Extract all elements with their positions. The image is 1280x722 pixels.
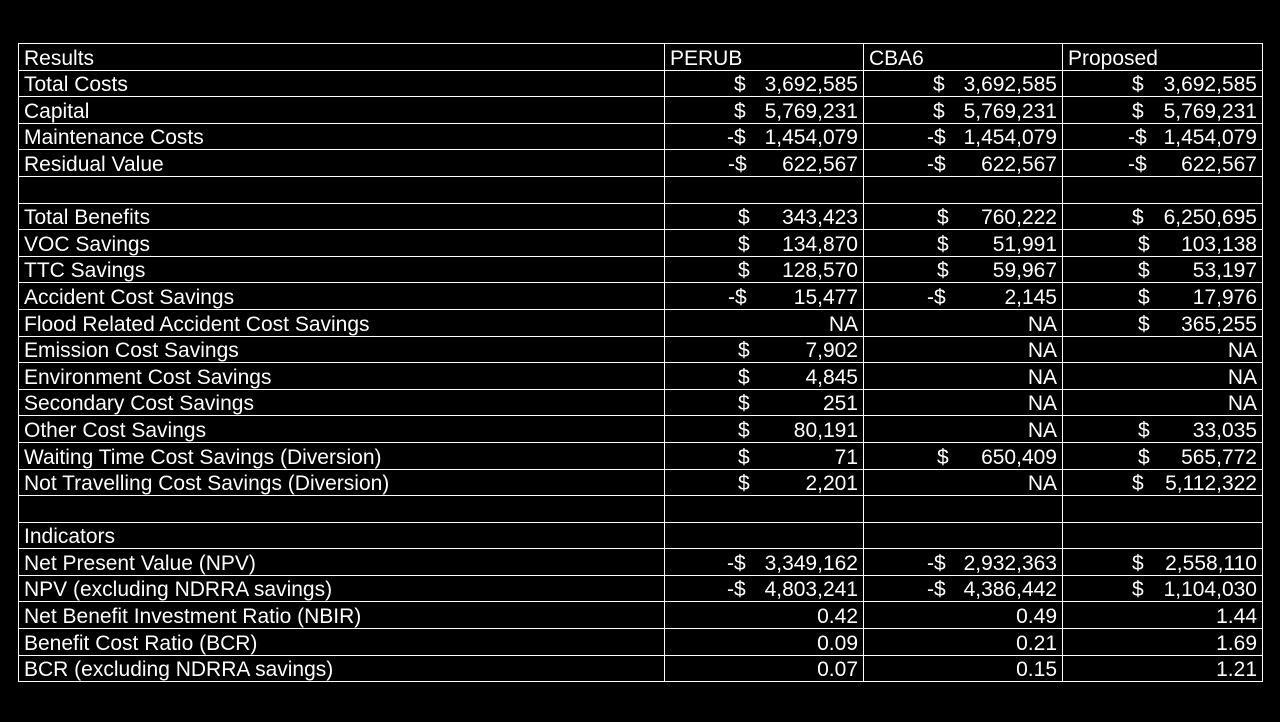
value-wrapper (1068, 553, 1257, 575)
value-wrapper (670, 314, 858, 336)
value-cell (665, 389, 864, 416)
value-cell (1063, 336, 1263, 363)
numeric-value: 7,902 (805, 339, 858, 363)
value-cell (665, 469, 864, 496)
numeric-value: 33,035 (1192, 418, 1257, 442)
numeric-value: 1,454,079 (963, 126, 1057, 150)
currency-symbol: $ (738, 472, 750, 496)
currency-symbol: $ (1138, 312, 1150, 336)
table-row (19, 203, 1263, 230)
value-cell (1063, 549, 1263, 576)
value-cell (864, 629, 1063, 656)
value-wrapper (1068, 260, 1257, 282)
currency-symbol: $ (1138, 259, 1150, 283)
numeric-value: 343,423 (782, 206, 858, 230)
currency-symbol: $ (738, 232, 750, 256)
value-cell (864, 123, 1063, 150)
value-cell (1063, 496, 1263, 523)
numeric-value: NA (1027, 365, 1057, 389)
value-cell (864, 203, 1063, 230)
value-cell (864, 176, 1063, 203)
currency-symbol: -$ (927, 551, 946, 575)
currency-symbol: $ (937, 206, 949, 230)
currency-symbol: $ (738, 392, 750, 416)
numeric-value: 5,769,231 (963, 99, 1057, 123)
numeric-value: 0.07 (817, 658, 858, 682)
value-wrapper (670, 579, 858, 601)
numeric-value: 17,976 (1192, 285, 1257, 309)
numeric-value: NA (828, 312, 858, 336)
value-cell (665, 256, 864, 283)
numeric-value: 3,349,162 (764, 551, 858, 575)
table-row (19, 549, 1263, 576)
numeric-value: 0.09 (817, 631, 858, 655)
value-cell (864, 416, 1063, 443)
value-cell (665, 549, 864, 576)
value-cell (1063, 203, 1263, 230)
value-wrapper (670, 633, 858, 655)
numeric-value: 0.49 (1016, 605, 1057, 629)
currency-symbol: $ (738, 445, 750, 469)
value-cell (665, 416, 864, 443)
table-row (19, 150, 1263, 177)
numeric-value: 6,250,695 (1163, 206, 1257, 230)
currency-symbol: -$ (727, 578, 746, 602)
numeric-value: 3,692,585 (1163, 73, 1257, 97)
value-cell (1063, 97, 1263, 124)
row-label: Benefit Cost Ratio (BCR) (19, 629, 665, 656)
numeric-value: 1.44 (1216, 605, 1257, 629)
table-row (19, 230, 1263, 257)
value-wrapper (1068, 606, 1257, 628)
value-wrapper (1068, 473, 1257, 495)
value-cell (665, 309, 864, 336)
value-wrapper (670, 659, 858, 681)
row-label: Emission Cost Savings (19, 336, 665, 363)
numeric-value: 251 (822, 392, 858, 416)
row-label (19, 496, 665, 523)
currency-symbol: -$ (727, 126, 746, 150)
table-row (19, 97, 1263, 124)
value-cell (1063, 442, 1263, 469)
value-cell (864, 363, 1063, 390)
row-label: Environment Cost Savings (19, 363, 665, 390)
table-row (19, 575, 1263, 602)
numeric-value: 2,201 (805, 472, 858, 496)
value-wrapper (670, 207, 858, 229)
value-cell (864, 469, 1063, 496)
numeric-value: 3,692,585 (963, 73, 1057, 97)
value-wrapper (670, 553, 858, 575)
value-wrapper (1068, 367, 1257, 389)
table-row (19, 655, 1263, 682)
numeric-value: 1,104,030 (1163, 578, 1257, 602)
numeric-value: 59,967 (992, 259, 1057, 283)
value-wrapper (869, 340, 1057, 362)
row-label (19, 176, 665, 203)
numeric-value: 0.15 (1016, 658, 1057, 682)
numeric-value: 4,803,241 (764, 578, 858, 602)
value-wrapper (670, 234, 858, 256)
table-row (19, 336, 1263, 363)
value-cell (1063, 389, 1263, 416)
value-cell (1063, 575, 1263, 602)
value-wrapper (869, 314, 1057, 336)
value-wrapper (670, 420, 858, 442)
numeric-value: 2,558,110 (1165, 551, 1257, 575)
currency-symbol: -$ (927, 285, 946, 309)
value-wrapper (869, 553, 1057, 575)
value-wrapper (1068, 393, 1257, 415)
table-row (19, 602, 1263, 629)
numeric-value: NA (1227, 365, 1257, 389)
row-label: Indicators (19, 522, 665, 549)
numeric-value: 134,870 (782, 232, 858, 256)
row-label: VOC Savings (19, 230, 665, 257)
value-cell (1063, 602, 1263, 629)
numeric-value: NA (1027, 472, 1057, 496)
numeric-value: 51,991 (992, 232, 1057, 256)
row-label: Secondary Cost Savings (19, 389, 665, 416)
currency-symbol: $ (1138, 418, 1150, 442)
value-wrapper (670, 287, 858, 309)
numeric-value: 4,845 (805, 365, 858, 389)
table-row (19, 70, 1263, 97)
table-row (19, 123, 1263, 150)
numeric-value: 5,112,322 (1165, 472, 1257, 496)
currency-symbol: -$ (927, 578, 946, 602)
currency-symbol: $ (1132, 472, 1144, 496)
currency-symbol: $ (937, 232, 949, 256)
value-wrapper (869, 260, 1057, 282)
numeric-value: 5,769,231 (1163, 99, 1257, 123)
numeric-value: 1,454,079 (1163, 126, 1257, 150)
numeric-value: 1.21 (1216, 658, 1257, 682)
value-wrapper (1068, 101, 1257, 123)
row-label: NPV (excluding NDRRA savings) (19, 575, 665, 602)
value-cell (864, 442, 1063, 469)
value-wrapper (670, 447, 858, 469)
currency-symbol: $ (1132, 551, 1144, 575)
currency-symbol: $ (1138, 232, 1150, 256)
row-label: Accident Cost Savings (19, 283, 665, 310)
value-wrapper (869, 287, 1057, 309)
numeric-value: NA (1027, 418, 1057, 442)
table-row (19, 416, 1263, 443)
value-wrapper (1068, 579, 1257, 601)
currency-symbol: $ (738, 418, 750, 442)
value-cell (864, 256, 1063, 283)
value-cell (665, 97, 864, 124)
value-wrapper (1068, 340, 1257, 362)
header-proposed: Proposed (1063, 44, 1263, 71)
currency-symbol: $ (937, 445, 949, 469)
value-cell (665, 442, 864, 469)
value-wrapper (1068, 127, 1257, 149)
value-wrapper (670, 606, 858, 628)
value-cell (864, 150, 1063, 177)
currency-symbol: $ (734, 99, 746, 123)
value-cell (1063, 283, 1263, 310)
value-cell (1063, 150, 1263, 177)
currency-symbol: -$ (728, 152, 747, 176)
value-wrapper (869, 234, 1057, 256)
row-label: BCR (excluding NDRRA savings) (19, 655, 665, 682)
value-cell (864, 309, 1063, 336)
value-cell (665, 230, 864, 257)
numeric-value: 650,409 (981, 445, 1057, 469)
numeric-value: 4,386,442 (963, 578, 1057, 602)
value-cell (1063, 230, 1263, 257)
row-label: Waiting Time Cost Savings (Diversion) (19, 442, 665, 469)
currency-symbol: $ (933, 73, 945, 97)
header-results: Results (19, 44, 665, 71)
numeric-value: 622,567 (981, 152, 1057, 176)
row-label: Total Costs (19, 70, 665, 97)
numeric-value: 3,692,585 (764, 73, 858, 97)
value-cell (864, 522, 1063, 549)
value-cell (1063, 629, 1263, 656)
value-wrapper (869, 447, 1057, 469)
value-cell (665, 363, 864, 390)
table-row (19, 522, 1263, 549)
value-cell (665, 150, 864, 177)
numeric-value: 128,570 (782, 259, 858, 283)
table-row (19, 442, 1263, 469)
value-cell (864, 70, 1063, 97)
value-cell (665, 70, 864, 97)
value-wrapper (869, 420, 1057, 442)
currency-symbol: $ (738, 259, 750, 283)
value-cell (864, 655, 1063, 682)
value-cell (1063, 363, 1263, 390)
row-label: Net Benefit Investment Ratio (NBIR) (19, 602, 665, 629)
value-wrapper (1068, 659, 1257, 681)
numeric-value: 1,454,079 (764, 126, 858, 150)
table-row (19, 389, 1263, 416)
value-cell (864, 575, 1063, 602)
currency-symbol: $ (738, 339, 750, 363)
value-cell (1063, 309, 1263, 336)
numeric-value: 80,191 (793, 418, 858, 442)
numeric-value: 1.69 (1216, 631, 1257, 655)
numeric-value: 565,772 (1181, 445, 1257, 469)
value-wrapper (869, 393, 1057, 415)
numeric-value: NA (1227, 392, 1257, 416)
value-wrapper (1068, 154, 1257, 176)
value-wrapper (1068, 420, 1257, 442)
numeric-value: 53,197 (1192, 259, 1257, 283)
value-wrapper (869, 74, 1057, 96)
value-cell (665, 575, 864, 602)
currency-symbol: -$ (727, 551, 746, 575)
value-cell (1063, 469, 1263, 496)
row-label: Maintenance Costs (19, 123, 665, 150)
row-label: Other Cost Savings (19, 416, 665, 443)
value-cell (1063, 256, 1263, 283)
value-cell (665, 336, 864, 363)
row-label: TTC Savings (19, 256, 665, 283)
value-wrapper (869, 473, 1057, 495)
value-wrapper (869, 207, 1057, 229)
numeric-value: 2,145 (1004, 285, 1057, 309)
value-cell (864, 336, 1063, 363)
value-wrapper (1068, 234, 1257, 256)
value-cell (665, 123, 864, 150)
table-row (19, 309, 1263, 336)
currency-symbol: $ (738, 206, 750, 230)
row-label: Flood Related Accident Cost Savings (19, 309, 665, 336)
currency-symbol: -$ (728, 285, 747, 309)
value-wrapper (670, 473, 858, 495)
value-wrapper (869, 154, 1057, 176)
currency-symbol: $ (933, 99, 945, 123)
value-wrapper (869, 659, 1057, 681)
value-cell (665, 655, 864, 682)
value-wrapper (1068, 74, 1257, 96)
value-cell (864, 549, 1063, 576)
table-row (19, 469, 1263, 496)
numeric-value: 103,138 (1181, 232, 1257, 256)
numeric-value: 71 (834, 445, 858, 469)
numeric-value: 15,477 (793, 285, 858, 309)
value-cell (665, 602, 864, 629)
value-wrapper (869, 101, 1057, 123)
value-cell (665, 176, 864, 203)
value-cell (665, 522, 864, 549)
currency-symbol: $ (1132, 206, 1144, 230)
numeric-value: 5,769,231 (764, 99, 858, 123)
currency-symbol: $ (1138, 445, 1150, 469)
table-row (19, 283, 1263, 310)
table-row (19, 176, 1263, 203)
value-cell (864, 97, 1063, 124)
row-label: Net Present Value (NPV) (19, 549, 665, 576)
numeric-value: NA (1027, 392, 1057, 416)
numeric-value: 0.21 (1016, 631, 1057, 655)
value-wrapper (670, 154, 858, 176)
table-row (19, 256, 1263, 283)
numeric-value: NA (1227, 339, 1257, 363)
value-cell (665, 496, 864, 523)
currency-symbol: $ (1132, 73, 1144, 97)
value-cell (1063, 655, 1263, 682)
value-wrapper (1068, 447, 1257, 469)
value-wrapper (670, 393, 858, 415)
numeric-value: 622,567 (1181, 152, 1257, 176)
value-wrapper (869, 633, 1057, 655)
value-wrapper (1068, 633, 1257, 655)
currency-symbol: $ (738, 365, 750, 389)
currency-symbol: -$ (1128, 126, 1147, 150)
value-cell (1063, 416, 1263, 443)
row-label: Not Travelling Cost Savings (Diversion) (19, 469, 665, 496)
value-cell (864, 602, 1063, 629)
value-wrapper (1068, 287, 1257, 309)
currency-symbol: -$ (927, 152, 946, 176)
value-cell (864, 283, 1063, 310)
value-wrapper (1068, 314, 1257, 336)
numeric-value: 0.42 (817, 605, 858, 629)
value-wrapper (869, 579, 1057, 601)
currency-symbol: -$ (927, 126, 946, 150)
value-wrapper (869, 367, 1057, 389)
value-cell (864, 496, 1063, 523)
numeric-value: 2,932,363 (963, 551, 1057, 575)
header-perub: PERUB (665, 44, 864, 71)
value-cell (665, 283, 864, 310)
value-wrapper (670, 127, 858, 149)
value-cell (1063, 176, 1263, 203)
value-cell (1063, 522, 1263, 549)
table-row (19, 629, 1263, 656)
row-label: Residual Value (19, 150, 665, 177)
value-cell (1063, 123, 1263, 150)
results-table (18, 43, 1263, 682)
currency-symbol: $ (1132, 99, 1144, 123)
row-label: Capital (19, 97, 665, 124)
value-wrapper (670, 101, 858, 123)
numeric-value: NA (1027, 312, 1057, 336)
header-row (19, 44, 1263, 71)
numeric-value: 365,255 (1181, 312, 1257, 336)
value-cell (1063, 70, 1263, 97)
table-row (19, 496, 1263, 523)
value-cell (665, 629, 864, 656)
value-wrapper (869, 127, 1057, 149)
value-wrapper (869, 606, 1057, 628)
currency-symbol: $ (937, 259, 949, 283)
value-cell (864, 230, 1063, 257)
numeric-value: NA (1027, 339, 1057, 363)
value-wrapper (670, 260, 858, 282)
currency-symbol: -$ (1128, 152, 1147, 176)
currency-symbol: $ (734, 73, 746, 97)
table-row (19, 363, 1263, 390)
header-cba6: CBA6 (864, 44, 1063, 71)
value-wrapper (670, 340, 858, 362)
currency-symbol: $ (1132, 578, 1144, 602)
value-cell (665, 203, 864, 230)
currency-symbol: $ (1138, 285, 1150, 309)
row-label: Total Benefits (19, 203, 665, 230)
value-wrapper (1068, 207, 1257, 229)
numeric-value: 760,222 (981, 206, 1057, 230)
numeric-value: 622,567 (782, 152, 858, 176)
value-wrapper (670, 74, 858, 96)
value-cell (864, 389, 1063, 416)
value-wrapper (670, 367, 858, 389)
